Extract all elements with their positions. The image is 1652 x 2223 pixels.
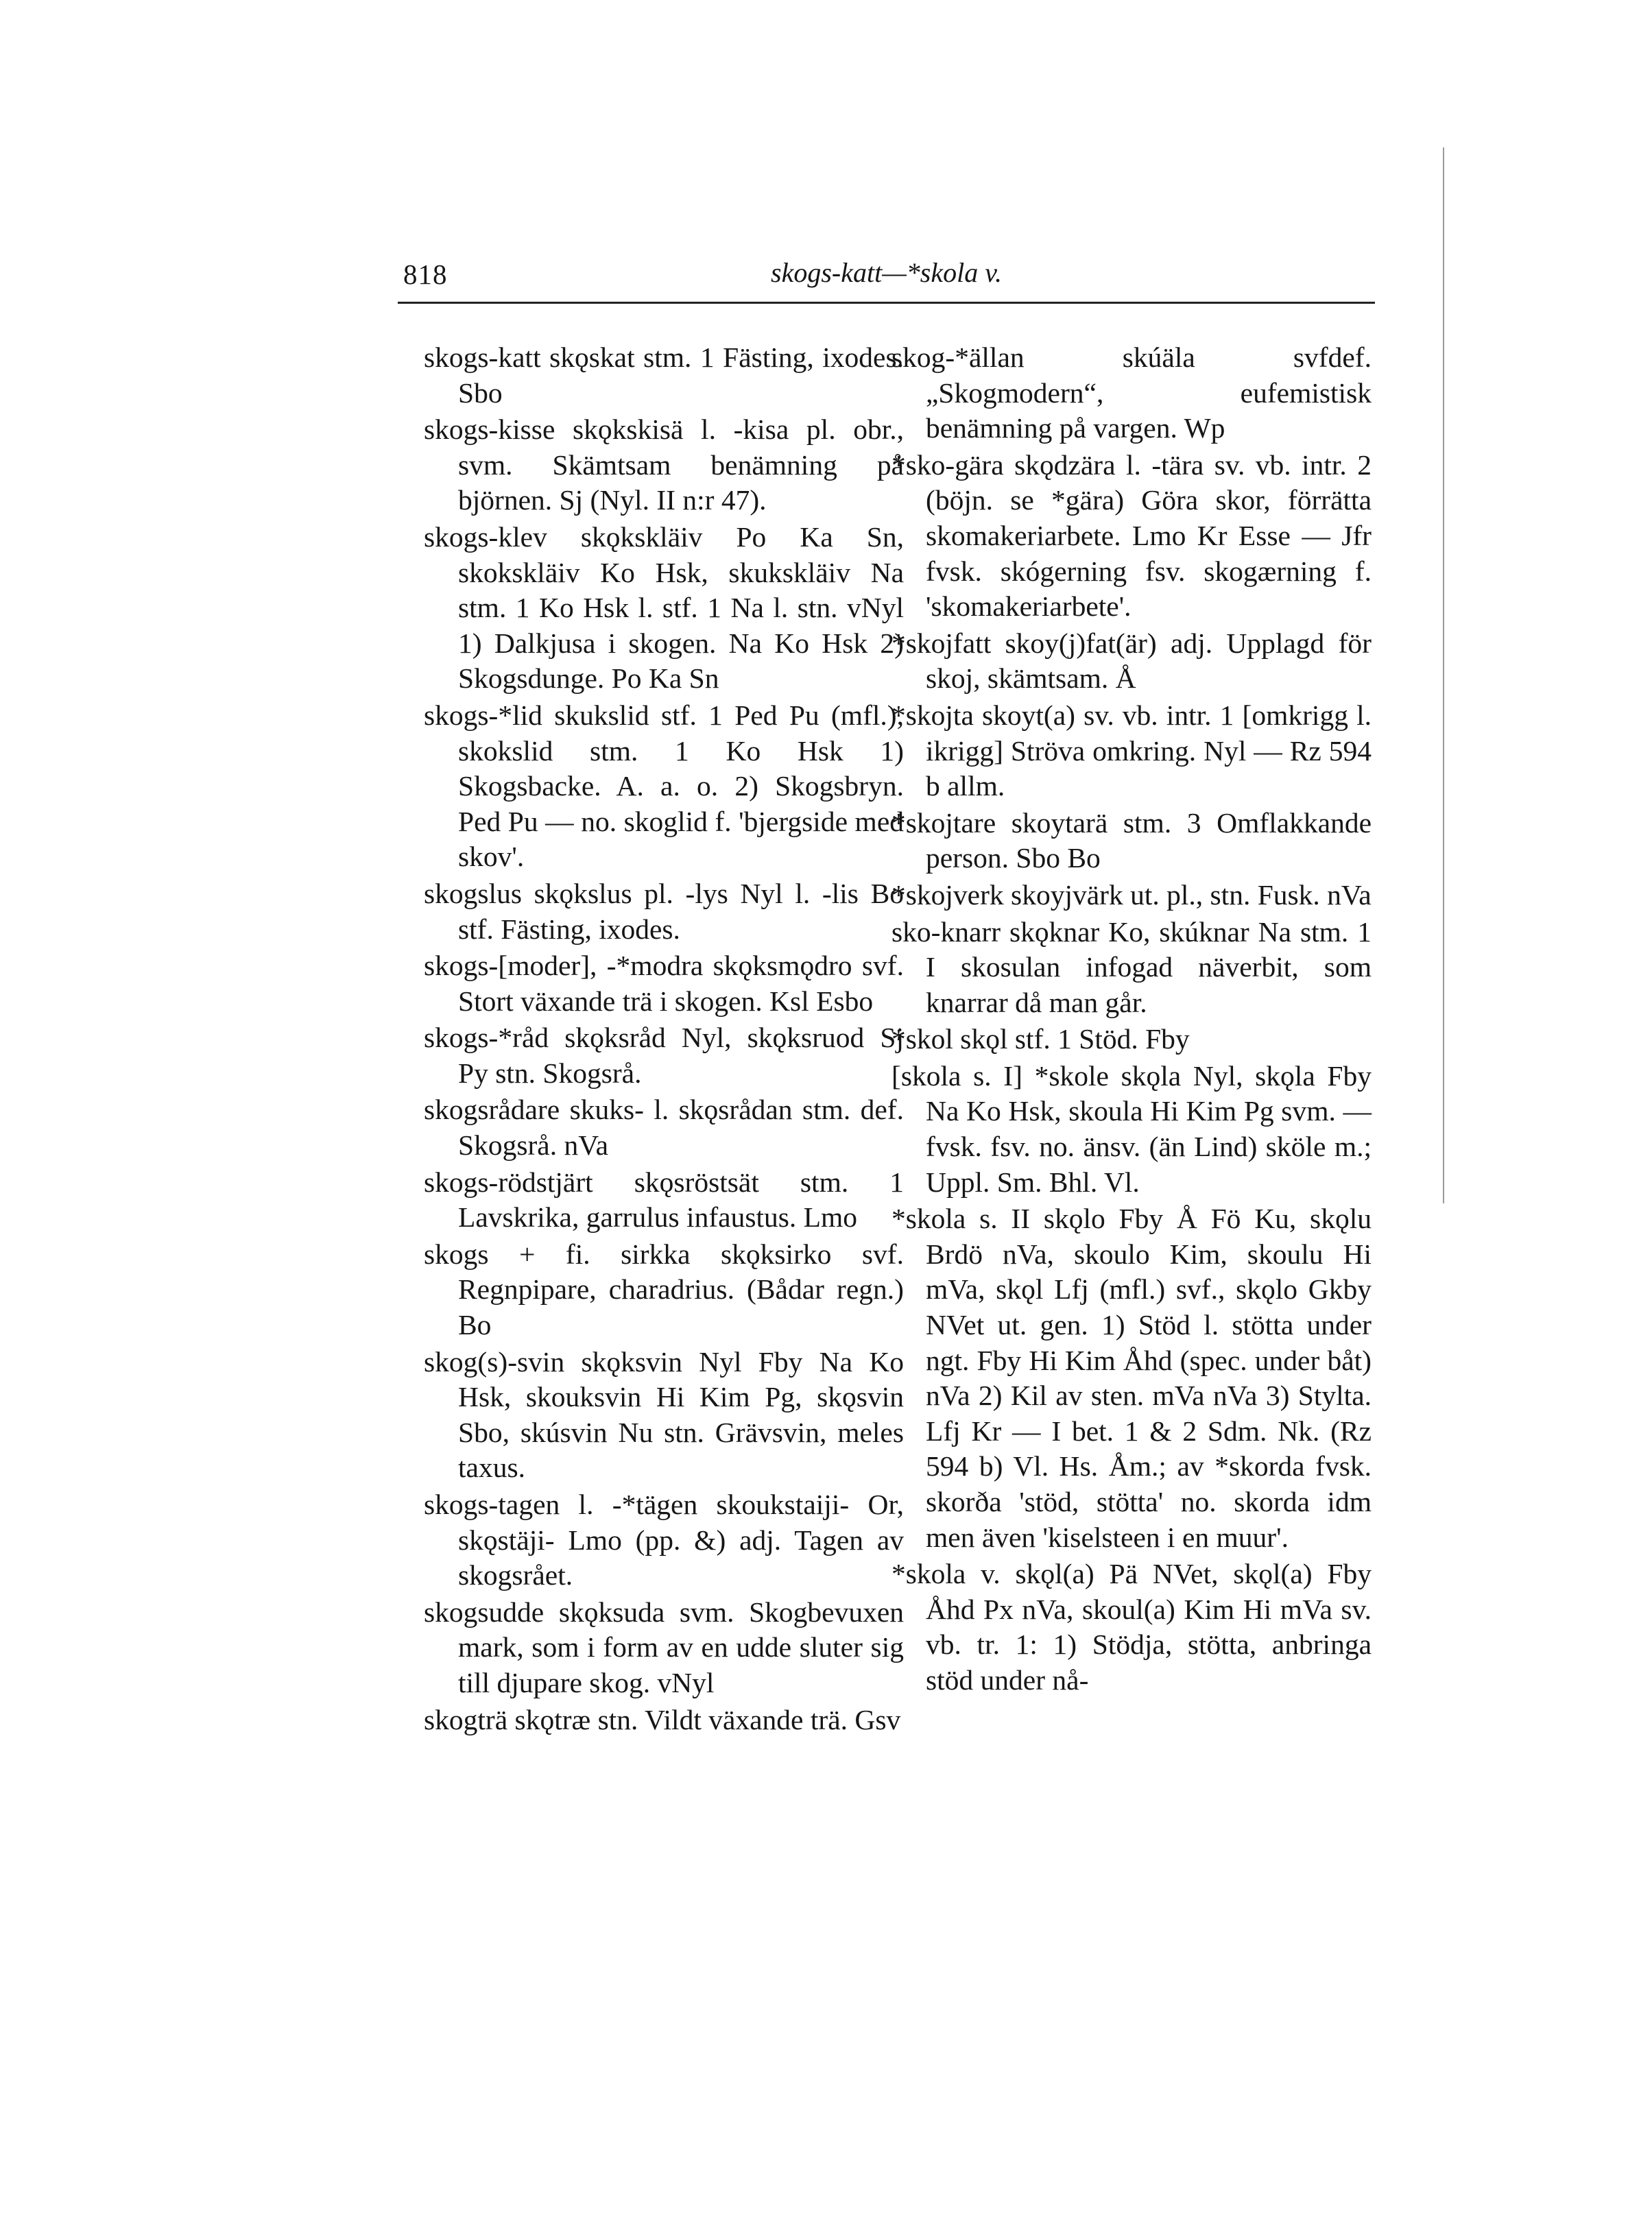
dictionary-entry: skog(s)-svin skǫksvin Nyl Fby Na Ko Hsk, skouksvin Hi Kim Pg, skǫsvin Sbo, skúsvin Nu stn. Grävsvin, meles taxus. [424,1345,904,1484]
left-column [424,340,904,1739]
dictionary-entry: skogslus skǫkslus pl. -lys Nyl l. -lis Bo stf. Fästing, ixodes. [424,877,904,945]
dictionary-entry: skogs-kisse skǫkskisä l. -kisa pl. obr., svm. Skämtsam benämning på björnen. Sj (Nyl. II n:r 47). [424,413,904,516]
dictionary-entry: skogs-*lid skukslid stf. 1 Ped Pu (mfl.), skokslid stm. 1 Ko Hsk 1) Skogsbacke. A. a. o. 2) Skogsbryn. Ped Pu — no. skoglid f. 'bjergside med skov'. [424,699,904,873]
dictionary-entry: *skojta skoyt(a) sv. vb. intr. 1 [omkrigg l. ikrigg] Ströva omkring. Nyl — Rz 594 b allm. [891,699,1372,802]
dictionary-entry: skogs-[moder], -*modra skǫksmǫdro svf. Stort växande trä i skogen. Ksl Esbo [424,950,904,1017]
dictionary-entry: *skola s. II skǫlo Fby Å Fö Ku, skǫlu Brdö nVa, skoulo Kim, skoulu Hi mVa, skǫl Lfj (mfl.) svf., skǫlo Gkby NVet ut. gen. 1) Stöd l. stötta under ngt. Fby Hi Kim Åhd (spec. under båt) nVa 2) Kil av sten. mVa nVa 3) Stylta. Lfj Kr — I bet. 1 & 2 Sdm. Nk. (Rz 594 b) Vl. Hs. Åm.; av *skorda fvsk. skorða 'stöd, stötta' no. skorda idm men även 'kiselsteen i en muur'. [891,1203,1372,1553]
dictionary-entry: *skojverk skoyjvärk ut. pl., stn. Fusk. nVa [891,878,1372,911]
running-head: skogs-katt—*skola v. [771,257,1002,288]
dictionary-entry: *skol skǫl stf. 1 Stöd. Fby [891,1023,1190,1055]
dictionary-entry: *skojtare skoytarä stm. 3 Omflakkande person. Sbo Bo [891,806,1372,874]
dictionary-entry: skogsudde skǫksuda svm. Skogbevuxen mark, som i form av en udde sluter sig till djupare skog. vNyl [424,1596,904,1698]
dictionary-entry: *skola v. skǫl(a) Pä NVet, skǫl(a) Fby Åhd Px nVa, skoul(a) Kim Hi mVa sv. vb. tr. 1: 1) Stödja, stötta, anbringa stöd under nå- [891,1558,1372,1696]
dictionary-entry: *skojfatt skoy(j)fat(är) adj. Upplagd för skoj, skämtsam. Å [891,627,1372,695]
dictionary-entry: [skola s. I] *skole skǫla Nyl, skǫla Fby Na Ko Hsk, skoula Hi Kim Pg svm. — fvsk. fsv. no. änsv. (än Lind) sköle m.; Uppl. Sm. Bhl. Vl. [891,1059,1372,1198]
page-number: 818 [403,259,448,290]
dictionary-entry: sko-knarr skǫknar Ko, skúknar Na stm. 1 I skosulan infogad näverbit, som knarrar då man går. [891,915,1372,1018]
scan-edge-line [1443,147,1444,1203]
dictionary-entry: skogs-tagen l. -*tägen skoukstaiji- Or, skǫstäji- Lmo (pp. &) adj. Tagen av skogsrået. [424,1489,904,1591]
page-header [398,254,1375,304]
dictionary-entry: skogsrådare skuks- l. skǫsrådan stm. def. Skogsrå. nVa [424,1094,904,1162]
scan-edge-line-upper [1443,147,1444,202]
dictionary-entry: skogs-klev skǫkskläiv Po Ka Sn, skokskläiv Ko Hsk, skukskläiv Na stm. 1 Ko Hsk l. stf. 1 Na l. stn. vNyl 1) Dalkjusa i skogen. Na Ko Hsk 2) Skogsdunge. Po Ka Sn [424,520,904,695]
dictionary-entry: *sko-gära skǫdzära l. -tära sv. vb. intr. 2 (böjn. se *gära) Göra skor, förrätta skomakeriarbete. Lmo Kr Esse — Jfr fvsk. skógerning fsv. skogærning f. 'skomakeriarbete'. [891,448,1372,623]
dictionary-entry: skogs-katt skǫskat stm. 1 Fästing, ixodes. Sbo [424,341,904,409]
dictionary-entry: skogs + fi. sirkka skǫksirko svf. Regnpipare, charadrius. (Bådar regn.) Bo [424,1238,904,1341]
dictionary-entry: skogs-*råd skǫksråd Nyl, skǫksruod Sj Py stn. Skogsrå. [424,1022,904,1089]
right-column [891,340,1372,1700]
dictionary-entry: skogträ skǫtræ stn. Vildt växande trä. Gsv [424,1703,901,1735]
dictionary-entry: skog-*ällan skúäla svfdef. „Skogmodern“, eufemistisk benämning på vargen. Wp [891,341,1372,444]
dictionary-entry: skogs-rödstjärt skǫsröstsät stm. 1 Lavskrika, garrulus infaustus. Lmo [424,1166,904,1234]
